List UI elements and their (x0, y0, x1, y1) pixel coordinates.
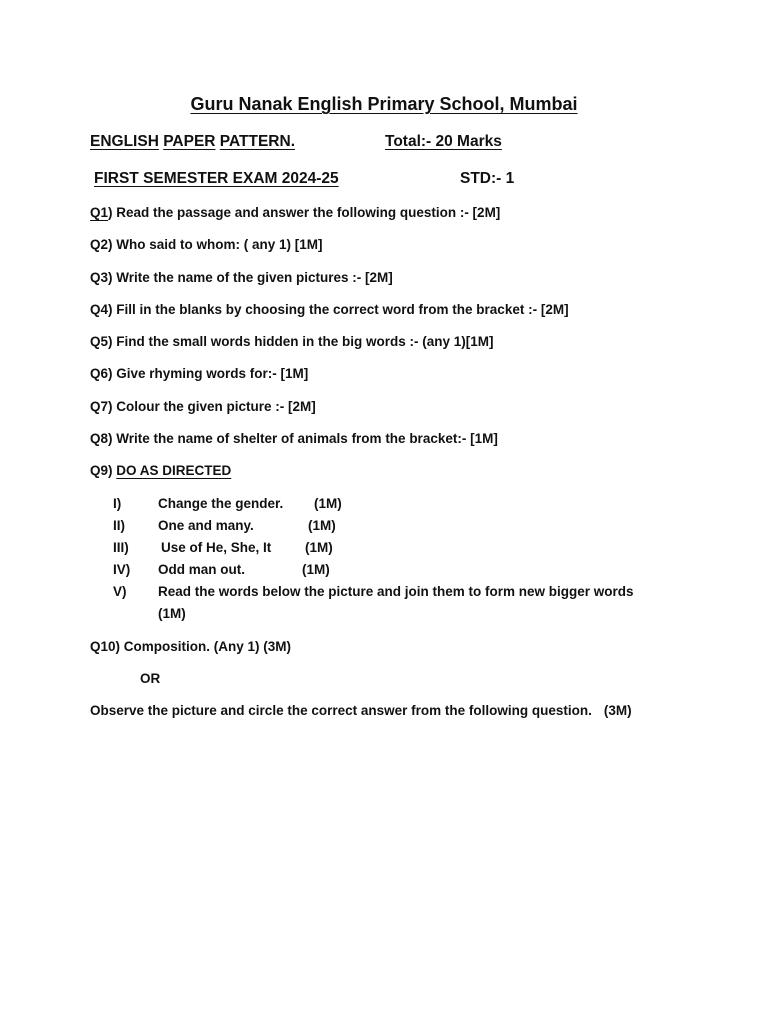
sub-item-4-marks: (1M) (302, 562, 330, 577)
question-9-number: Q9) (90, 463, 117, 478)
question-9-text: DO AS DIRECTED (116, 463, 232, 478)
question-4: Q4) Fill in the blanks by choosing the correct word from the bracket :- [2M] (90, 302, 569, 317)
standard-label: STD:- 1 (460, 170, 515, 187)
sub-item-2-text: One and many. (158, 518, 254, 533)
observe-question-marks: (3M) (603, 703, 632, 718)
total-marks: Total:- 20 Marks (385, 133, 502, 150)
sub-item-1-text: Change the gender. (158, 496, 284, 511)
sub-item-2-marks: (1M) (308, 518, 336, 533)
question-10: Q10) Composition. (Any 1) (3M) (90, 639, 292, 654)
question-1 (90, 205, 500, 220)
paper-word-pattern: PATTERN. (219, 133, 295, 150)
sub-item-1-marks: (1M) (314, 496, 342, 511)
question-1-text: ) Read the passage and answer the following question :- [2M] (108, 205, 501, 220)
paper-pattern-heading (90, 133, 295, 151)
question-5: Q5) Find the small words hidden in the big words :- (any 1)[1M] (90, 334, 494, 349)
question-2: Q2) Who said to whom: ( any 1) [1M] (90, 237, 323, 252)
sub-item-3-marks: (1M) (305, 540, 333, 555)
sub-item-4-number: IV) (113, 562, 131, 577)
sub-item-1-number: I) (113, 496, 122, 511)
question-9 (90, 463, 231, 478)
sub-item-5-number: V) (113, 584, 127, 599)
sub-item-2-number: II) (113, 518, 125, 533)
sub-item-3-text: Use of He, She, It (161, 540, 272, 555)
sub-item-3-number: III) (113, 540, 129, 555)
question-7: Q7) Colour the given picture :- [2M] (90, 399, 316, 414)
question-1-number: Q1 (90, 205, 109, 220)
school-title: Guru Nanak English Primary School, Mumbai (190, 94, 578, 114)
sub-item-5-marks: (1M) (158, 606, 186, 621)
observe-question (90, 703, 632, 718)
or-label: OR (140, 671, 161, 686)
question-8: Q8) Write the name of shelter of animals from the bracket:- [1M] (90, 431, 498, 446)
question-3: Q3) Write the name of the given pictures :- [2M] (90, 270, 393, 285)
sub-item-4-text: Odd man out. (158, 562, 245, 577)
exam-name: FIRST SEMESTER EXAM 2024-25 (94, 170, 339, 187)
question-6: Q6) Give rhyming words for:- [1M] (90, 366, 309, 381)
observe-question-text: Observe the picture and circle the correct answer from the following question. (90, 703, 592, 718)
sub-item-5-text: Read the words below the picture and join them to form new bigger words (158, 584, 634, 599)
paper-word-english: ENGLISH (90, 133, 159, 150)
paper-word-paper: PAPER (163, 133, 216, 150)
